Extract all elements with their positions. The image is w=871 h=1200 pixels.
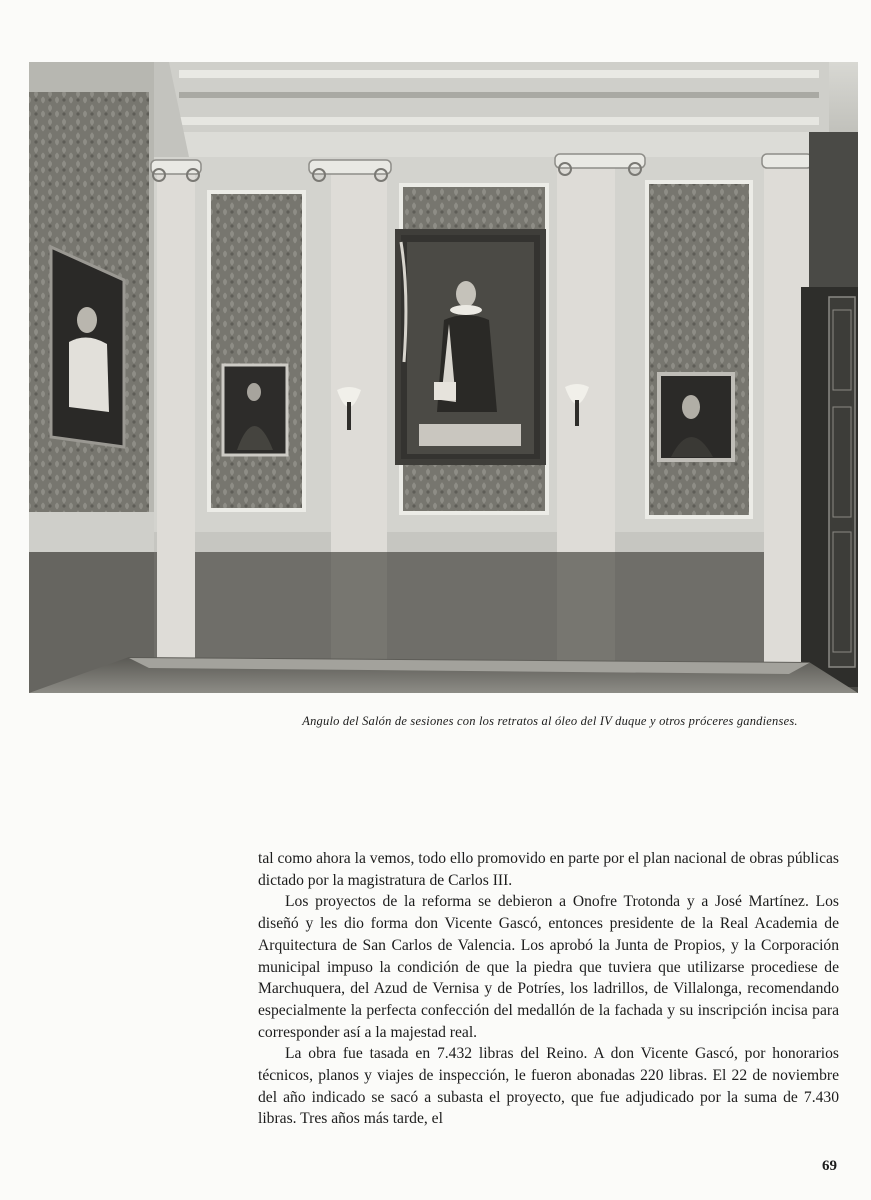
body-text	[258, 848, 839, 1130]
paragraph: tal como ahora la vemos, todo ello promovido en parte por el plan nacional de obras públicas dictado por la magistratura de Carlos III.	[258, 850, 839, 889]
page-number: 69	[822, 1158, 837, 1174]
paragraph: Los proyectos de la reforma se debieron a Onofre Trotonda y a José Martínez. Los diseñó y les dio forma don Vicente Gascó, entonces presidente de la Real Academia de Arquitectura de San Carlos de Valencia. Los aprobó la Junta de Propios, y la Corporación municipal impuso la condición de que la piedra que tuviera que utilizarse procediese de Marchuquera, del Azud de Vernisa y de Potríes, los ladrillos, de Villalonga, recomendando especialmente la perfecta confección del medallón de la fachada y su inscripción incisa para corresponder así a la majestad real.	[258, 893, 839, 1041]
photo-caption: Angulo del Salón de sesiones con los retratos al óleo del IV duque y otros próceres gandienses.	[302, 714, 798, 728]
paragraph: La obra fue tasada en 7.432 libras del Reino. A don Vicente Gascó, por honorarios técnicos, planos y viajes de inspección, le fueron abonadas 220 libras. El 22 de noviembre del año indicado se sacó a subasta el proyecto, que fue adjudicado por la suma de 7.430 libras. Tres años más tarde, el	[258, 1045, 839, 1128]
salon-photograph	[29, 62, 858, 693]
